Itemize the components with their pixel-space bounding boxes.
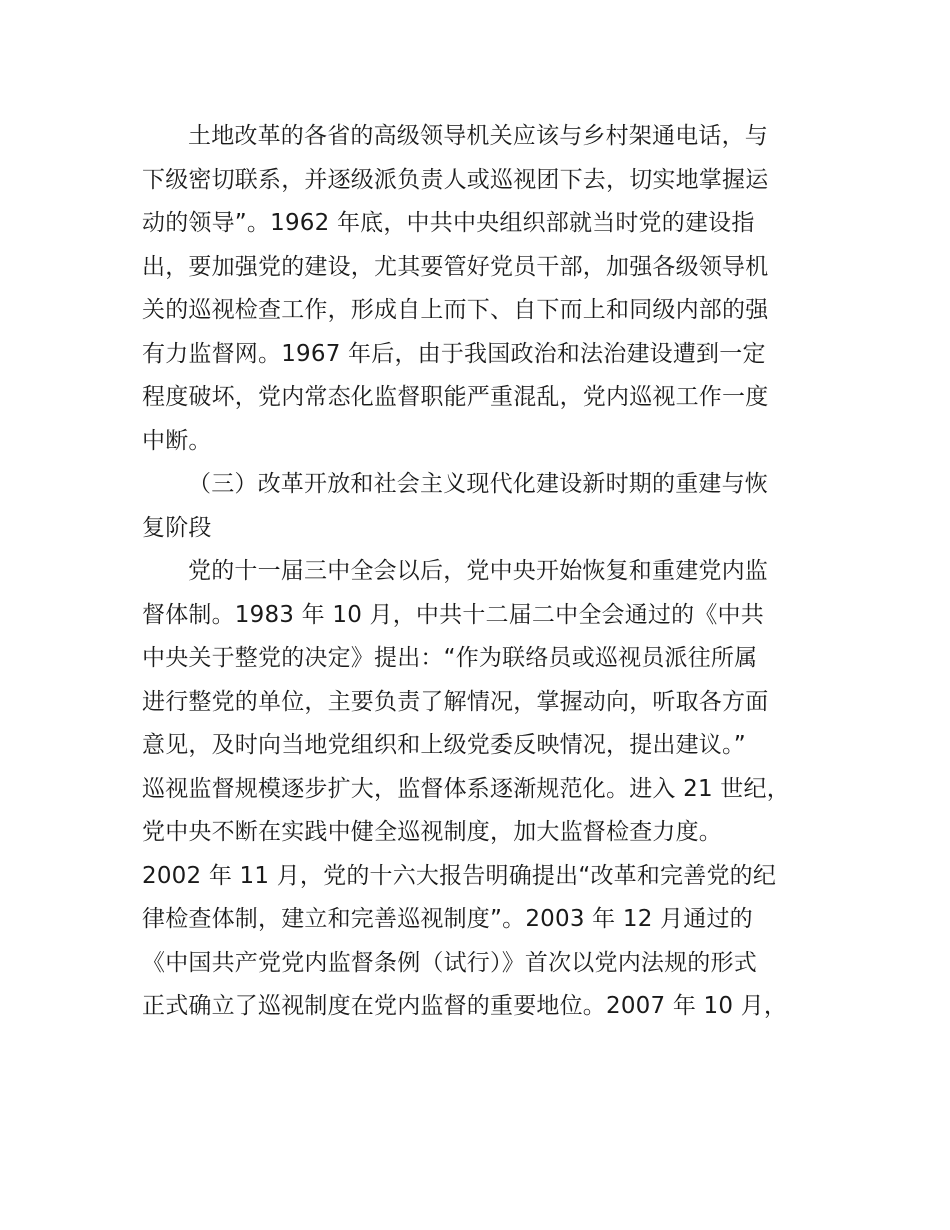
section-heading: （三）改革开放和社会主义现代化建设新时期的重建与恢 复阶段 [142, 471, 768, 541]
paragraph-reform-era: 党的十一届三中全会以后，党中央开始恢复和重建党内监 督体制。1983 年 10 月，中共十二届二中全会通过的《中共 中央关于整党的决定》提出：“作为联络员或巡视员派往所属 进行整党的单位，主要负责了解情况，掌握动向，听取各方面 意见，及时向当地党组织和上级党委反映情况，提出建议。” 巡视监督规模逐步扩大，监督体系逐渐规范化。进入 21 世纪， 党中央不断在实践中健全巡视制度，加大监督检查力度。 2002 年 11 月，党的十六大报告明确提出“改革和完善党的纪 律检查体制，建立和完善巡视制度”。2003 年 12 月通过的 《中国共产党党内监督条例（试行）》首次以党内法规的形式 正式确立了巡视制度在党内监督的重要地位。2007 年 10 月， [142, 558, 790, 1019]
document-body [142, 115, 814, 1029]
paragraph-land-reform: 土地改革的各省的高级领导机关应该与乡村架通电话，与 下级密切联系，并逐级派负责人或巡视团下去，切实地掌握运 动的领导”。1962 年底，中共中央组织部就当时党的建设指 出，要加强党的建设，尤其要管好党员干部，加强各级领导机 关的巡视检查工作，形成自上而下、自下而上和同级内部的强 有力监督网。1967 年后，由于我国政治和法治建设遭到一定 程度破坏，党内常态化监督职能严重混乱，党内巡视工作一度 中断。 [142, 123, 769, 454]
